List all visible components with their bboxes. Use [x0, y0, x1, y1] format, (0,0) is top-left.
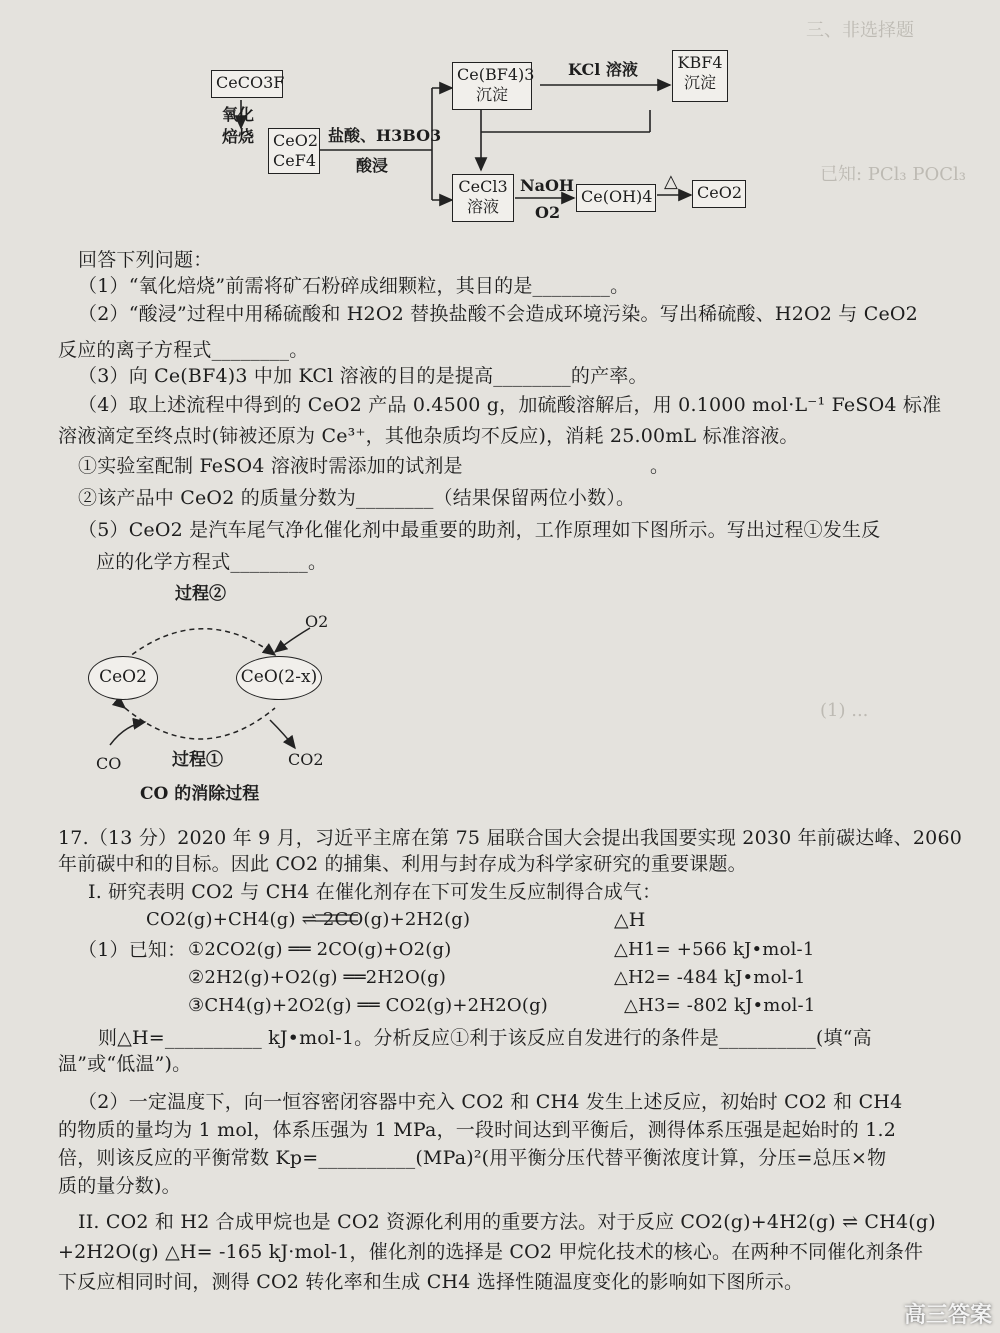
cycle-ceo2x-label: CeO(2-x) [240, 667, 318, 687]
q17-q1-line2: 温”或“低温”)。 [58, 1053, 192, 1075]
cycle-co-label: CO [96, 754, 122, 773]
q16-q2-line1: （2）“酸浸”过程中用稀硫酸和 H2O2 替换盐酸不会造成环境污染。写出稀硫酸、H2O2 与 CeO2 [78, 303, 918, 325]
q16-q4-sub1-end: 。 [650, 455, 670, 477]
flow-box-cecl3 [452, 174, 514, 222]
q17-eq1: ①2CO2(g) ══ 2CO(g)+O2(g) [188, 939, 452, 960]
flow-box-cebf4 [452, 62, 535, 110]
q16-q5-line2: 应的化学方程式________。 [96, 551, 328, 573]
q16-q4-sub2: ②该产品中 CeO2 的质量分数为________（结果保留两位小数）。 [78, 487, 636, 509]
q17-eq2: ②2H2(g)+O2(g) ══2H2O(g) [188, 967, 447, 988]
q17-q1-line1: 则△H=__________ kJ•mol-1。分析反应①利于该反应自发进行的条件是__________(填“高 [98, 1027, 872, 1049]
flow-cecl-line2: 溶液 [466, 197, 499, 216]
flow-box-ceco3f [211, 70, 283, 98]
q17-dh2: △H2= -484 kJ•mol-1 [614, 967, 806, 988]
flow-kbf-line2: 沉淀 [683, 73, 716, 92]
flow-step1-line2: 焙烧 [222, 127, 255, 146]
q17-head-line2: 年前碳中和的目标。因此 CO2 的捕集、利用与封存成为科学家研究的重要课题。 [58, 853, 747, 875]
q17-eq3: ③CH4(g)+2O2(g) ══ CO2(g)+2H2O(g) [188, 995, 549, 1016]
q17-dh3: △H3= -802 kJ•mol-1 [624, 995, 816, 1016]
q17-main-eq: CO2(g)+CH4(g) ⇌ 2CO(g)+2H2(g) [146, 909, 471, 930]
flow-kbf-line1: KBF4 [677, 53, 723, 72]
q16-q3: （3）向 Ce(BF4)3 中加 KCl 溶液的目的是提高________的产率。 [78, 365, 648, 387]
flow-heat-label: △ [664, 171, 678, 192]
flow-ceoh-label: Ce(OH)4 [581, 187, 653, 206]
cycle-process1-label: 过程① [172, 750, 223, 770]
q16-q4-line1: （4）取上述流程中得到的 CeO2 产品 0.4500 g，加硫酸溶解后，用 0.1000 mol·L⁻¹ FeSO4 标准 [78, 394, 942, 416]
q16-q1: （1）“氧化焙烧”前需将矿石粉碎成细颗粒，其目的是________。 [78, 275, 630, 297]
flow-box-ceo2-cef4 [268, 128, 320, 174]
flow-mix-line2: CeF4 [273, 151, 316, 170]
flow-naoh-label: NaOH [520, 176, 575, 195]
flow-box-ceoh4 [576, 184, 656, 212]
q16-q4-sub1: ①实验室配制 FeSO4 溶液时需添加的试剂是 [78, 455, 463, 477]
q17-known-label: （1）已知： [78, 939, 187, 961]
flow-o2-label: O2 [535, 203, 561, 222]
bleed-through-text: 已知: PCl₃ POCl₃ [820, 164, 966, 185]
bleed-through-text: (1) ... [820, 700, 869, 721]
q17-q2-line1: （2）一定温度下，向一恒容密闭容器中充入 CO2 和 CH4 发生上述反应，初始时 CO2 和 CH4 [78, 1091, 903, 1113]
q16-q4-line2: 溶液滴定至终点时(铈被还原为 Ce³⁺，其他杂质均不反应)，消耗 25.00mL 标准溶液。 [58, 425, 799, 447]
cycle-caption: CO 的消除过程 [140, 784, 260, 804]
cycle-ceo2-node [88, 656, 158, 700]
q17-part1: I. 研究表明 CO2 与 CH4 在催化剂存在下可发生反应制得合成气： [88, 881, 662, 903]
flow-cebf-line1: Ce(BF4)3 [457, 65, 535, 84]
cycle-co2-label: CO2 [288, 750, 324, 769]
flow-leach-reagent: 盐酸、H3BO3 [328, 126, 442, 145]
q17-main-dh: △H [614, 909, 646, 931]
flow-box-product [692, 180, 746, 208]
q17-head-line1: 17.（13 分）2020 年 9 月，习近平主席在第 75 届联合国大会提出我国要实现 2030 年前碳达峰、2060 [58, 827, 963, 849]
flow-mix-line1: CeO2 [273, 131, 319, 150]
flow-cecl-line1: CeCl3 [458, 177, 508, 196]
flow-cebf-line2: 沉淀 [475, 85, 508, 104]
cycle-ceo2x-node [236, 656, 322, 700]
bleed-through-text: 三、非选择题 [806, 20, 914, 41]
q17-part2-line3: 下反应相同时间，测得 CO2 转化率和生成 CH4 选择性随温度变化的影响如下图所示。 [58, 1271, 804, 1293]
q17-q2-line2: 的物质的量均为 1 mol，体系压强为 1 MPa，一段时间达到平衡后，测得体系压强是起始时的 1.2 [58, 1119, 897, 1141]
flow-kcl-label: KCl 溶液 [568, 60, 638, 79]
flow-product-label: CeO2 [697, 183, 743, 202]
watermark-logo: 高三答案 [903, 1303, 992, 1328]
cycle-ceo2-label: CeO2 [99, 667, 147, 687]
q16-q2-line2: 反应的离子方程式________。 [58, 339, 309, 361]
q17-q2-line3: 倍，则该反应的平衡常数 Kp=__________(MPa)²(用平衡分压代替平衡浓度计算，分压=总压×物 [58, 1147, 887, 1169]
flow-leach-label: 酸浸 [356, 156, 389, 175]
flow-step1-label [222, 104, 254, 148]
q16-intro: 回答下列问题： [78, 249, 213, 271]
q17-q2-line4: 质的量分数)。 [58, 1175, 181, 1197]
q17-dh1: △H1= +566 kJ•mol-1 [614, 939, 815, 960]
flow-raw-label: CeCO3F [216, 73, 285, 92]
q16-q5-line1: （5）CeO2 是汽车尾气净化催化剂中最重要的助剂，工作原理如下图所示。写出过程①发生反 [78, 519, 881, 541]
flow-step1-line1: 氧化 [222, 105, 255, 124]
q17-part2-line2: +2H2O(g) △H= -165 kJ·mol-1，催化剂的选择是 CO2 甲烷化技术的核心。在两种不同催化剂条件 [58, 1241, 924, 1263]
q17-part2-line1: II. CO2 和 H2 合成甲烷也是 CO2 资源化利用的重要方法。对于反应 CO2(g)+4H2(g) ⇌ CH4(g) [78, 1211, 936, 1233]
flow-box-kbf4 [672, 50, 728, 102]
cycle-o2-label: O2 [305, 612, 329, 631]
cycle-process2-label: 过程② [175, 584, 226, 604]
